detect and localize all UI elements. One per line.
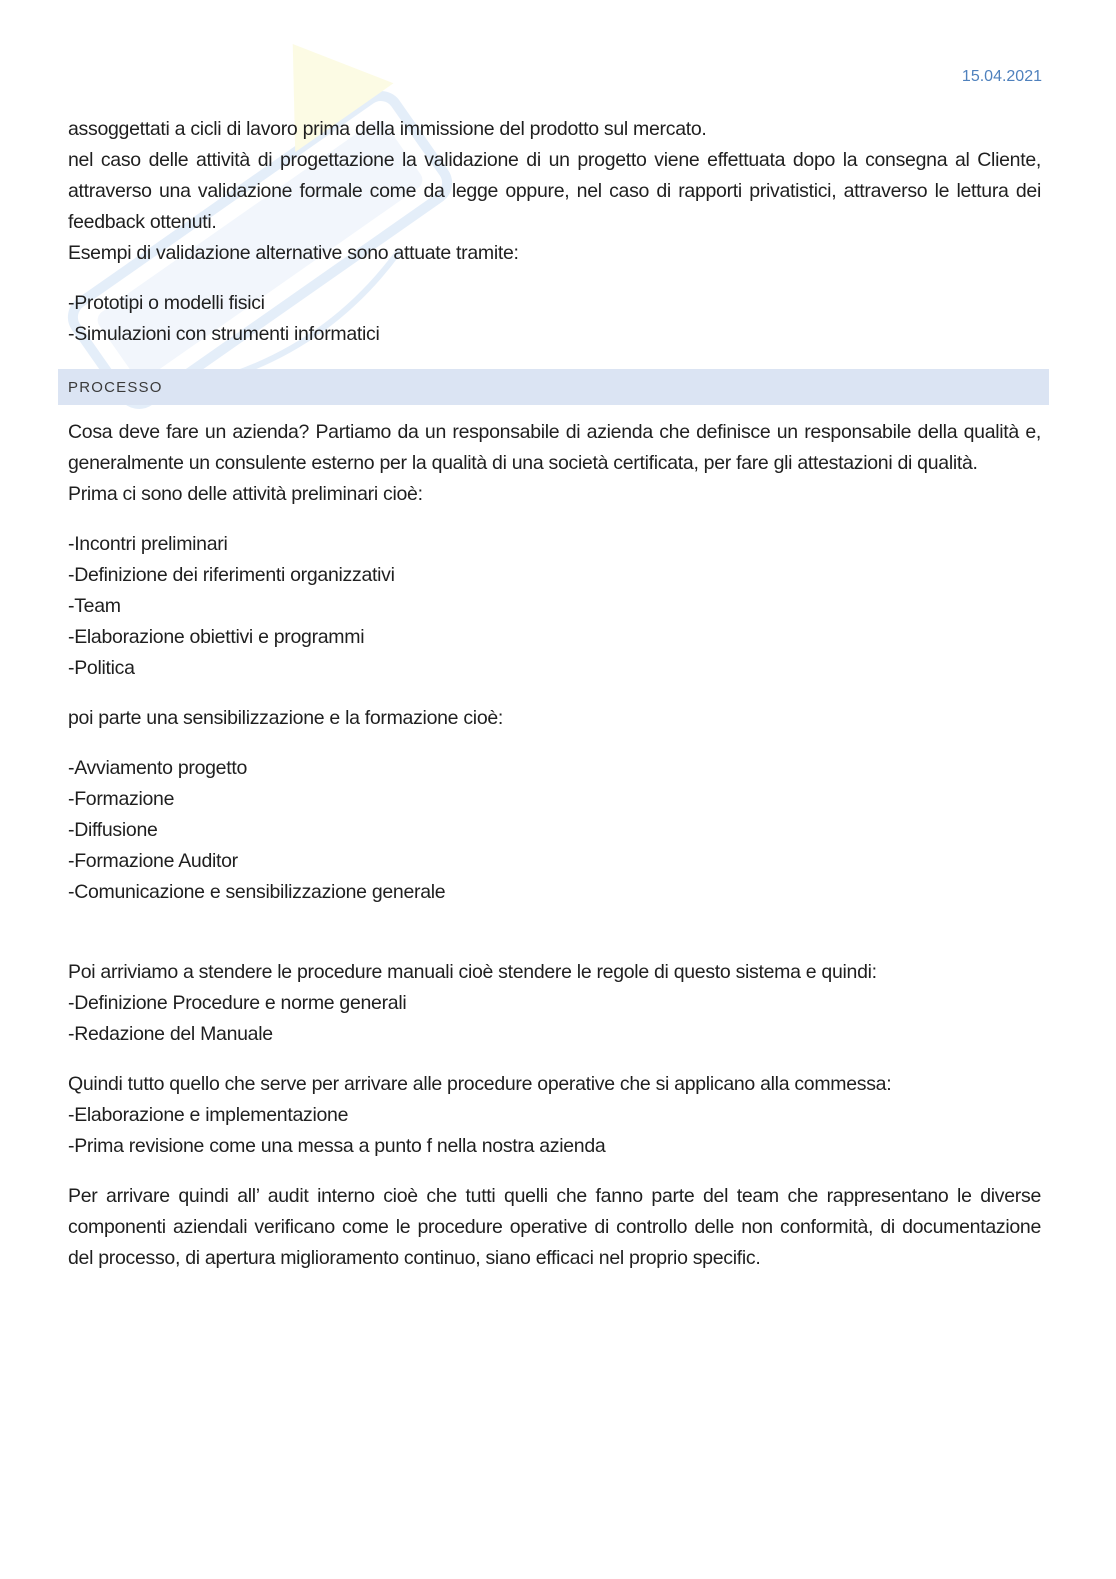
intro-paragraph: nel caso delle attività di progettazione la validazione di un progetto viene effettuata dopo la consegna al Cliente, attraverso una validazione formale come da legge oppure, nel caso di rapporti privatistici, attraverso le lettura dei feedback ottenuti. — [68, 149, 1041, 233]
list-item: -Diffusione — [68, 819, 158, 841]
processo-paragraph-1: Cosa deve fare un azienda? Partiamo da un responsabile di azienda che definisce un responsabile della qualità e, generalmente un consulente esterno per la qualità di una società certificata, per fare gli attestazioni di qualità. — [68, 421, 1041, 474]
list-item: -Formazione Auditor — [68, 850, 238, 872]
list-item: -Simulazioni con strumenti informatici — [68, 323, 380, 345]
processo-paragraph-5: Per arrivare quindi all’ audit interno cioè che tutti quelli che fanno parte del team che rappresentano le diverse componenti aziendali verificano come le procedure operative di controllo delle non conformità, di documentazione del processo, di apertura miglioramento continuo, siano efficaci nel proprio specific. — [68, 1185, 1041, 1269]
processo-paragraph-1-last: Prima ci sono delle attività preliminari cioè: — [68, 483, 423, 505]
document-body — [68, 114, 1041, 1274]
list-item: -Prototipi o modelli fisici — [68, 292, 265, 314]
section-heading — [58, 369, 1049, 405]
list-item: -Incontri preliminari — [68, 533, 228, 555]
list-item: -Comunicazione e sensibilizzazione generale — [68, 881, 446, 903]
list-item: -Avviamento progetto — [68, 757, 247, 779]
page-date: 15.04.2021 — [961, 68, 1042, 85]
section-title: PROCESSO — [68, 378, 163, 396]
intro-line: assoggettati a cicli di lavoro prima della immissione del prodotto sul mercato. — [68, 118, 707, 140]
list-item: -Redazione del Manuale — [68, 1023, 273, 1045]
list-item: -Elaborazione obiettivi e programmi — [68, 626, 365, 648]
processo-paragraph-2: poi parte una sensibilizzazione e la formazione cioè: — [68, 707, 504, 729]
list-item: -Formazione — [68, 788, 175, 810]
list-item: -Prima revisione come una messa a punto f nella nostra azienda — [68, 1135, 606, 1157]
list-item: -Definizione dei riferimenti organizzativi — [68, 564, 395, 586]
processo-paragraph-4: Quindi tutto quello che serve per arrivare alle procedure operative che si applicano alla commessa: — [68, 1073, 892, 1095]
list-item: -Elaborazione e implementazione — [68, 1104, 349, 1126]
list-item: -Definizione Procedure e norme generali — [68, 992, 407, 1014]
processo-paragraph-3: Poi arriviamo a stendere le procedure manuali cioè stendere le regole di questo sistema e quindi: — [68, 961, 877, 983]
examples-intro: Esempi di validazione alternative sono attuate tramite: — [68, 242, 519, 264]
list-item: -Team — [68, 595, 121, 617]
list-item: -Politica — [68, 657, 135, 679]
